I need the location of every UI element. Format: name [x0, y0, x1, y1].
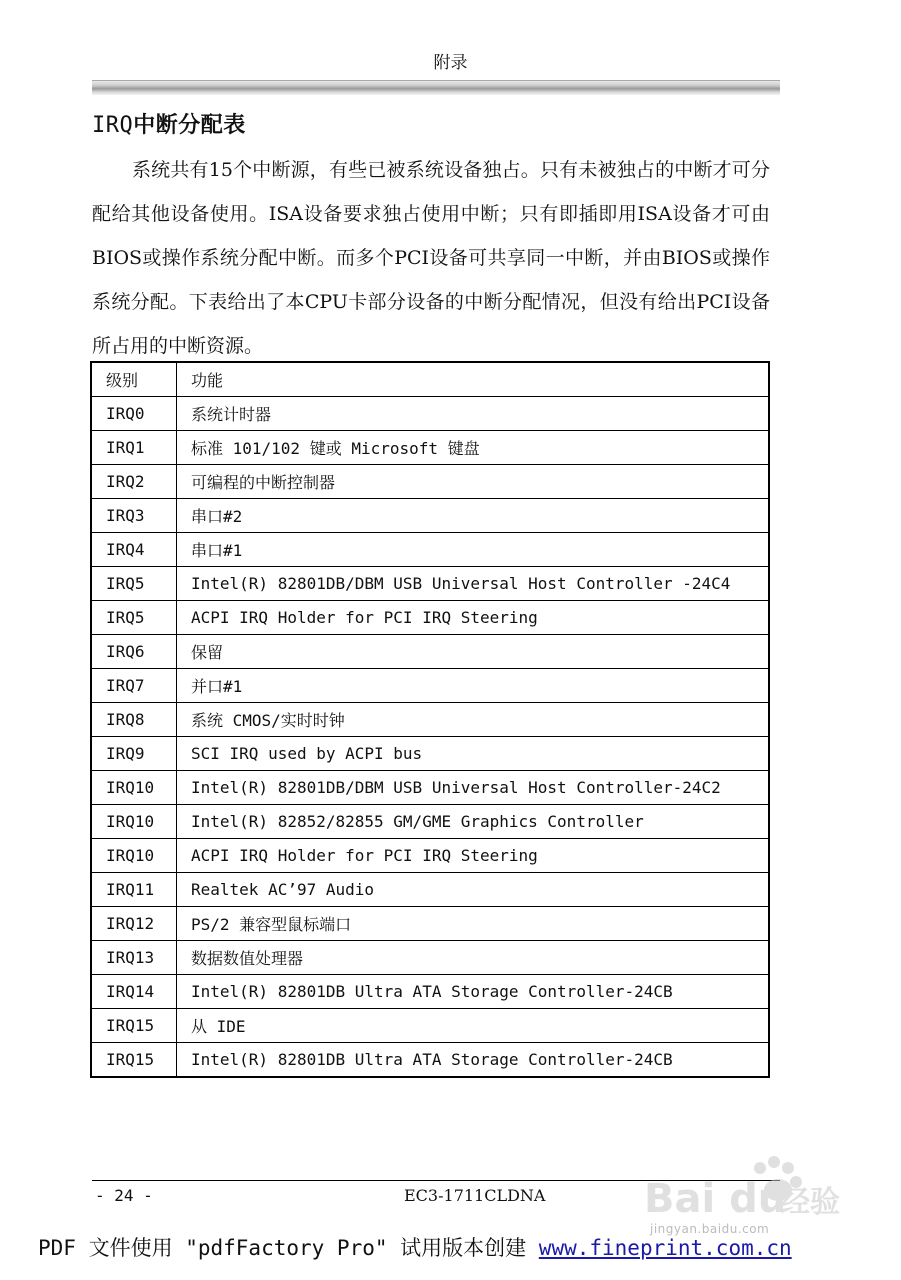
irq-function-cell: 并口#1: [177, 669, 770, 703]
irq-function-cell: 标准 101/102 键或 Microsoft 键盘: [177, 431, 770, 465]
irq-level-cell: IRQ10: [91, 805, 177, 839]
pdf-note-text: PDF 文件使用 "pdfFactory Pro" 试用版本创建: [38, 1236, 539, 1260]
irq-level-cell: IRQ2: [91, 465, 177, 499]
irq-function-cell: 串口#1: [177, 533, 770, 567]
intro-paragraph: 系统共有15个中断源，有些已被系统设备独占。只有未被独占的中断才可分配给其他设备使用。ISA设备要求独占使用中断；只有即插即用ISA设备才可由BIOS或操作系统分配中断。而多个PCI设备可共享同一中断，并由BIOS或操作系统分配。下表给出了本CPU卡部分设备的中断分配情况，但没有给出PCI设备所占用的中断资源。: [92, 159, 770, 357]
table-header-row: [91, 362, 769, 397]
irq-level-cell: IRQ11: [91, 873, 177, 907]
table-row: [91, 941, 769, 975]
table-row: [91, 635, 769, 669]
irq-level-cell: IRQ8: [91, 703, 177, 737]
table-row: [91, 669, 769, 703]
irq-level-cell: IRQ5: [91, 567, 177, 601]
watermark-url: jingyan.baidu.com: [650, 1222, 770, 1236]
table-row: [91, 1043, 769, 1078]
header-rule: [92, 80, 780, 95]
section-title-rest: 中断分配表: [133, 112, 246, 138]
irq-level-cell: IRQ15: [91, 1009, 177, 1043]
fineprint-link[interactable]: www.fineprint.com.cn: [538, 1236, 792, 1260]
table-row: [91, 1009, 769, 1043]
header-function: 功能: [177, 362, 770, 397]
irq-level-cell: IRQ9: [91, 737, 177, 771]
irq-level-cell: IRQ13: [91, 941, 177, 975]
table-row: [91, 771, 769, 805]
irq-function-cell: Intel(R) 82801DB/DBM USB Universal Host Controller -24C4: [177, 567, 770, 601]
irq-level-cell: IRQ1: [91, 431, 177, 465]
irq-function-cell: 数据数值处理器: [177, 941, 770, 975]
svg-text:经验: 经验: [780, 1185, 840, 1220]
table-row: [91, 499, 769, 533]
table-row: [91, 907, 769, 941]
irq-level-cell: IRQ15: [91, 1043, 177, 1078]
irq-table: [90, 361, 770, 1078]
page-header-title: 附录: [433, 53, 468, 73]
header-level: 级别: [91, 362, 177, 397]
table-row: [91, 805, 769, 839]
irq-level-cell: IRQ7: [91, 669, 177, 703]
table-row: [91, 601, 769, 635]
pdf-factory-note: [38, 1232, 792, 1262]
table-row: [91, 737, 769, 771]
irq-function-cell: ACPI IRQ Holder for PCI IRQ Steering: [177, 601, 770, 635]
irq-function-cell: 从 IDE: [177, 1009, 770, 1043]
table-row: [91, 567, 769, 601]
table-row: [91, 431, 769, 465]
table-row: [91, 397, 769, 431]
irq-function-cell: 串口#2: [177, 499, 770, 533]
table-row: [91, 873, 769, 907]
irq-level-cell: IRQ12: [91, 907, 177, 941]
irq-level-cell: IRQ3: [91, 499, 177, 533]
irq-level-cell: IRQ5: [91, 601, 177, 635]
irq-function-cell: 系统计时器: [177, 397, 770, 431]
table-row: [91, 533, 769, 567]
page-number: - 24 -: [95, 1186, 153, 1205]
model-number: EC3-1711CLDNA: [404, 1186, 546, 1205]
irq-function-cell: SCI IRQ used by ACPI bus: [177, 737, 770, 771]
irq-function-cell: Intel(R) 82801DB Ultra ATA Storage Controller-24CB: [177, 1043, 770, 1078]
section-title: [92, 108, 246, 139]
irq-function-cell: Intel(R) 82852/82855 GM/GME Graphics Controller: [177, 805, 770, 839]
irq-function-cell: PS/2 兼容型鼠标端口: [177, 907, 770, 941]
irq-function-cell: 系统 CMOS/实时时钟: [177, 703, 770, 737]
irq-function-cell: Intel(R) 82801DB Ultra ATA Storage Controller-24CB: [177, 975, 770, 1009]
irq-level-cell: IRQ14: [91, 975, 177, 1009]
irq-level-cell: IRQ10: [91, 839, 177, 873]
irq-level-cell: IRQ4: [91, 533, 177, 567]
irq-level-cell: IRQ0: [91, 397, 177, 431]
irq-function-cell: Intel(R) 82801DB/DBM USB Universal Host Controller-24C2: [177, 771, 770, 805]
irq-level-cell: IRQ10: [91, 771, 177, 805]
table-row: [91, 703, 769, 737]
irq-function-cell: 保留: [177, 635, 770, 669]
irq-function-cell: Realtek AC’97 Audio: [177, 873, 770, 907]
table-row: [91, 975, 769, 1009]
irq-function-cell: 可编程的中断控制器: [177, 465, 770, 499]
irq-level-cell: IRQ6: [91, 635, 177, 669]
section-title-prefix: IRQ: [92, 113, 134, 138]
irq-function-cell: ACPI IRQ Holder for PCI IRQ Steering: [177, 839, 770, 873]
table-row: [91, 465, 769, 499]
table-row: [91, 839, 769, 873]
svg-text:Bai du: Bai du: [644, 1176, 787, 1222]
